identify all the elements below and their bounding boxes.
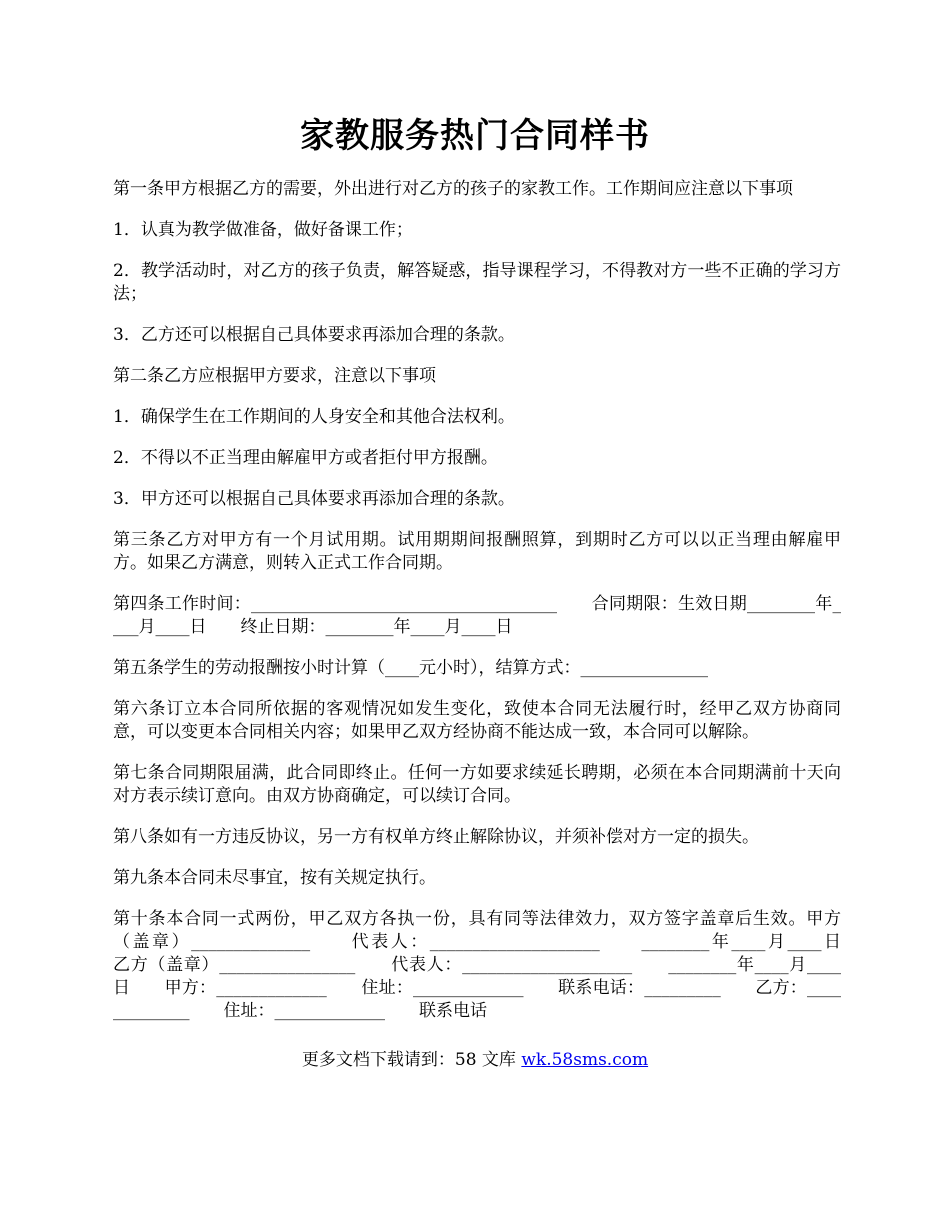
article-7: 第七条合同期限届满，此合同即终止。任何一方如要求续延长聘期，必须在本合同期满前十天向对方表示续订意向。由双方协商确定，可以续订合同。: [113, 763, 841, 806]
footer-text: 更多文档下载请到：58 文库: [301, 1050, 522, 1070]
article-2-item-2: 2．不得以不正当理由解雇甲方或者拒付甲方报酬。: [113, 448, 498, 468]
document-body: [113, 178, 875, 1023]
article-2-item-3: 3．甲方还可以根据自己具体要求再添加合理的条款。: [113, 489, 515, 509]
article-9: 第九条本合同未尽事宜，按有关规定执行。: [113, 868, 436, 888]
article-1: 第一条甲方根据乙方的需要，外出进行对乙方的孩子的家教工作。工作期间应注意以下事项: [113, 179, 793, 199]
article-1-item-1: 1．认真为教学做准备，做好备课工作；: [113, 220, 413, 240]
article-1-item-3: 3．乙方还可以根据自己具体要求再添加合理的条款。: [113, 325, 515, 345]
article-10-signatures: 第十条本合同一式两份，甲乙双方各执一份，具有同等法律效力，双方签字盖章后生效。甲方（盖章）______________ 代表人：____________________ ________年____月____日 乙方（盖章）________________ 代表人：____________________ ________年____月____日 甲方：_____________ 住址：_____________ 联系电话：_________ 乙方：_____________ 住址：_____________ 联系电话: [113, 909, 875, 1021]
footer-link[interactable]: wk.58sms.com: [521, 1050, 649, 1070]
article-2-item-1: 1．确保学生在工作期间的人身安全和其他合法权利。: [113, 407, 515, 427]
article-8: 第八条如有一方违反协议，另一方有权单方终止解除协议，并须补偿对方一定的损失。: [113, 827, 759, 847]
footer: [0, 1049, 950, 1072]
article-1-item-2: 2．教学活动时，对乙方的孩子负责，解答疑惑，指导课程学习，不得教对方一些不正确的学习方法；: [113, 261, 841, 304]
article-3: 第三条乙方对甲方有一个月试用期。试用期期间报酬照算，到期时乙方可以以正当理由解雇甲方。如果乙方满意，则转入正式工作合同期。: [113, 530, 841, 573]
article-5: 第五条学生的劳动报酬按小时计算（____元小时），结算方式：_______________: [113, 658, 708, 678]
article-2: 第二条乙方应根据甲方要求，注意以下事项: [113, 366, 436, 386]
article-4: 第四条工作时间：____________________________________ 合同期限：生效日期________年____月____日 终止日期：________年____月____日: [113, 594, 841, 637]
article-6: 第六条订立本合同所依据的客观情况如发生变化，致使本合同无法履行时，经甲乙双方协商同意，可以变更本合同相关内容；如果甲乙双方经协商不能达成一致，本合同可以解除。: [113, 699, 841, 742]
document-title: 家教服务热门合同样书: [300, 116, 650, 156]
